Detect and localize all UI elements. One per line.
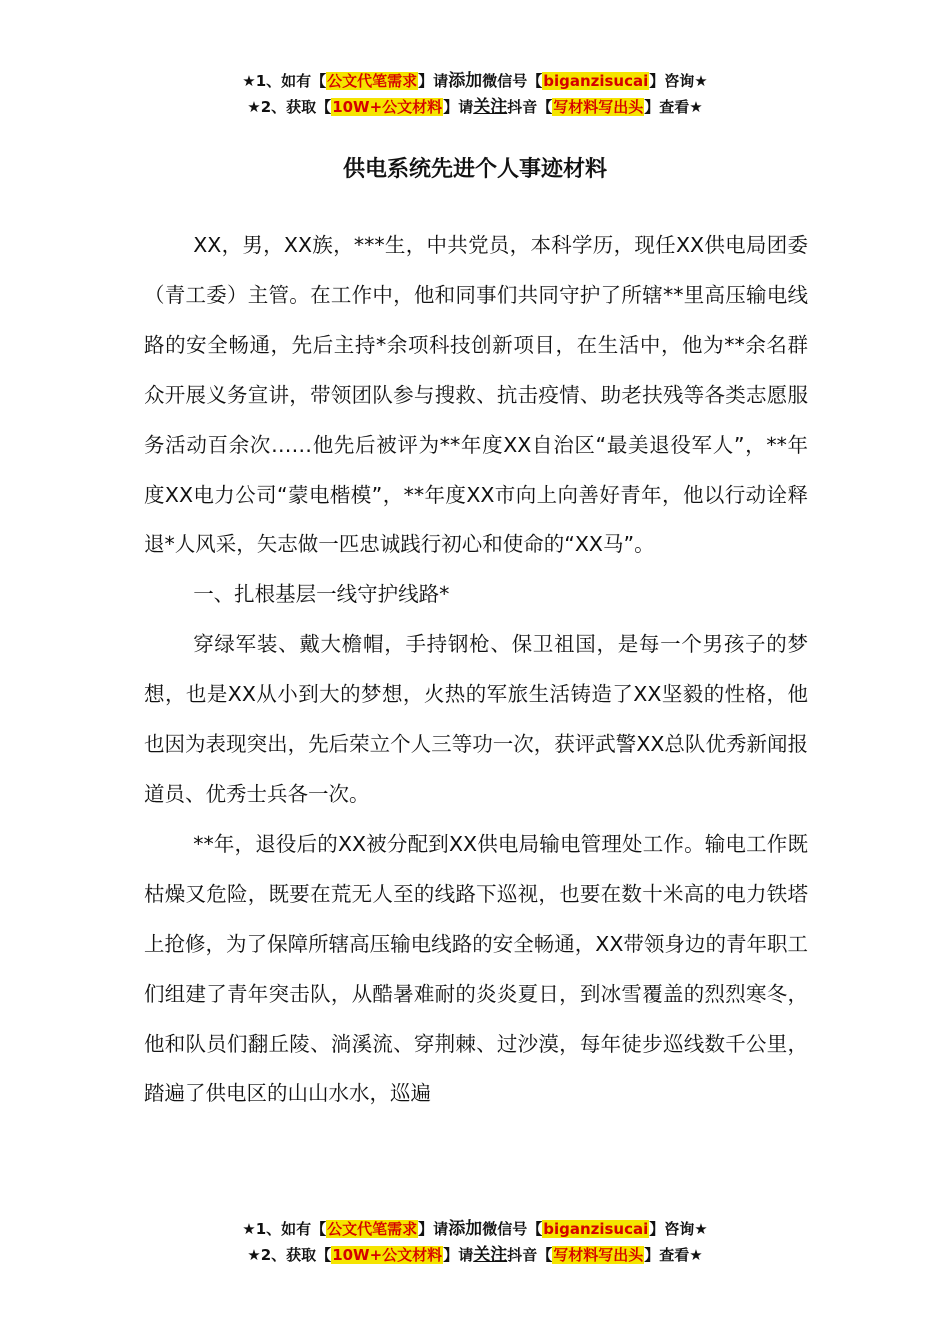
ad-douyin-id: 写材料写出头: [553, 98, 644, 116]
ad-highlight: 公文代笔需求: [327, 1220, 418, 1238]
ad-text: ★1、如有【: [242, 72, 327, 90]
ad-douyin-id: 写材料写出头: [553, 1246, 644, 1264]
ad-text: 】咨询★: [649, 72, 708, 90]
ad-text: 】咨询★: [649, 1220, 708, 1238]
ad-emphasis: 关注: [473, 97, 508, 117]
ad-text: ★2、获取【: [247, 1246, 332, 1264]
ad-text: ★1、如有【: [242, 1220, 327, 1238]
document-title: 供电系统先进个人事迹材料: [342, 157, 607, 182]
ad-text: ★2、获取【: [247, 98, 332, 116]
section-heading: 一、扎根基层一线守护线路*: [193, 582, 450, 607]
document-body: [144, 221, 808, 1119]
ad-wechat-id: biganzisucai: [543, 72, 649, 90]
ad-text: 】请: [418, 72, 449, 90]
header-ad-line-2: [0, 94, 950, 120]
ad-text: 】查看★: [644, 98, 703, 116]
ad-highlight: 公文代笔需求: [327, 72, 418, 90]
ad-wechat-id: biganzisucai: [543, 1220, 649, 1238]
header-ad-line-1: [0, 68, 950, 94]
ad-text: 】请: [443, 1246, 474, 1264]
ad-text: 微信号【: [482, 72, 543, 90]
paragraph-military: 穿绿军装、戴大檐帽，手持钢枪、保卫祖国，是每一个男孩子的梦想，也是XX从小到大的梦想，火热的军旅生活铸造了XX坚毅的性格，他也因为表现突出，先后荣立个人三等功一次，获评武警XX总队优秀新闻报道员、优秀士兵各一次。: [144, 632, 808, 806]
ad-highlight: 10W+公文材料: [332, 1246, 443, 1264]
ad-text: 】请: [443, 98, 474, 116]
ad-text: 抖音【: [507, 98, 553, 116]
ad-emphasis: 添加: [448, 1219, 483, 1239]
ad-text: 抖音【: [507, 1246, 553, 1264]
footer-ad-line-2: [0, 1242, 950, 1268]
ad-text: 微信号【: [482, 1220, 543, 1238]
ad-highlight: 10W+公文材料: [332, 98, 443, 116]
footer-ad-line-1: [0, 1216, 950, 1242]
ad-text: 】查看★: [644, 1246, 703, 1264]
header-ad-banner: [0, 68, 950, 120]
paragraph-intro: XX，男，XX族，***生，中共党员，本科学历，现任XX供电局团委（青工委）主管。在工作中，他和同事们共同守护了所辖**里高压输电线路的安全畅通，先后主持*余项科技创新项目，在生活中，他为**余名群众开展义务宣讲，带领团队参与搜救、抗击疫情、助老扶残等各类志愿服务活动百余次……他先后被评为**年度XX自治区“最美退役军人”，**年度XX电力公司“蒙电楷模”，**年度XX市向上向善好青年，他以行动诠释退*人风采，矢志做一匹忠诚践行初心和使命的“XX马”。: [144, 233, 808, 557]
ad-emphasis: 添加: [448, 71, 483, 91]
ad-text: 】请: [418, 1220, 449, 1238]
ad-emphasis: 关注: [473, 1245, 508, 1265]
paragraph-work: **年，退役后的XX被分配到XX供电局输电管理处工作。输电工作既枯燥又危险，既要在荒无人至的线路下巡视，也要在数十米高的电力铁塔上抢修，为了保障所辖高压输电线路的安全畅通，XX带领身边的青年职工们组建了青年突击队，从酷暑难耐的炎炎夏日，到冰雪覆盖的烈烈寒冬，他和队员们翻丘陵、淌溪流、穿荆棘、过沙漠，每年徒步巡线数千公里，踏遍了供电区的山山水水，巡遍: [144, 831, 808, 1106]
footer-ad-banner: [0, 1216, 950, 1268]
